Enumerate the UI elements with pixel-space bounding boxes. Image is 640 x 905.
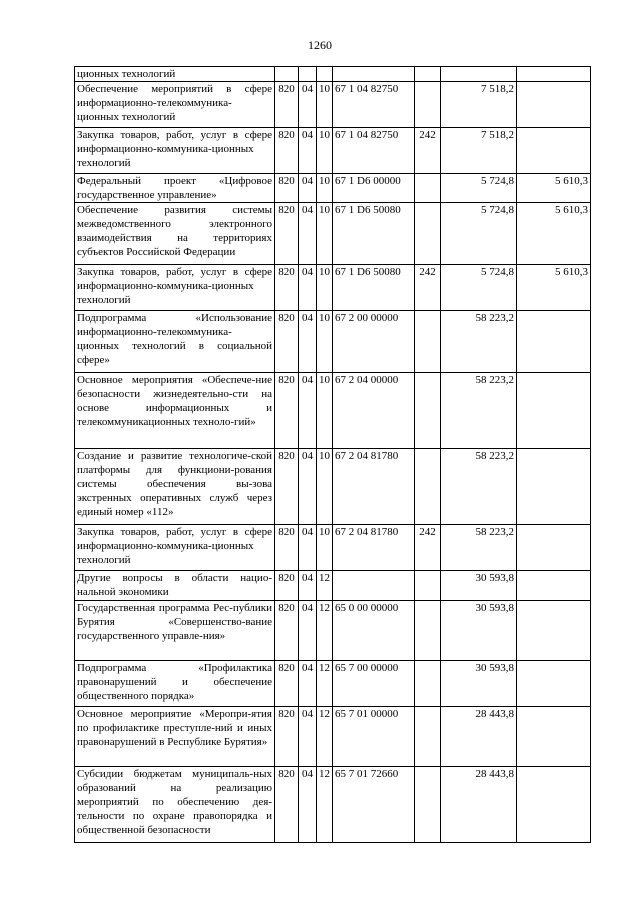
row-name: Другие вопросы в области нацио-нальной экономики	[75, 571, 275, 601]
row-section: 04	[299, 128, 317, 174]
row-target-article: 65 7 01 00000	[333, 707, 415, 767]
row-expense-type	[415, 311, 441, 373]
row-ministry: 820	[275, 203, 299, 265]
table-row	[75, 707, 591, 767]
table-row	[75, 571, 591, 601]
row-sum-total: 28 443,8	[441, 707, 517, 767]
row-sum-total	[441, 67, 517, 82]
row-target-article: 67 2 04 81780	[333, 449, 415, 525]
row-sum-total: 58 223,2	[441, 449, 517, 525]
row-subsection: 10	[317, 449, 333, 525]
row-sum-total: 7 518,2	[441, 82, 517, 128]
row-ministry	[275, 67, 299, 82]
row-subsection: 10	[317, 174, 333, 203]
row-target-article	[333, 67, 415, 82]
table-row	[75, 203, 591, 265]
row-subsection: 10	[317, 128, 333, 174]
row-ministry: 820	[275, 449, 299, 525]
row-name: Государственная программа Рес-публики Бурятия «Совершенство-вание государственного управле-ния»	[75, 601, 275, 661]
row-subsection: 12	[317, 601, 333, 661]
row-expense-type	[415, 707, 441, 767]
row-subsection: 10	[317, 82, 333, 128]
table-row	[75, 67, 591, 82]
row-expense-type	[415, 601, 441, 661]
row-sum-total: 30 593,8	[441, 661, 517, 707]
row-ministry: 820	[275, 128, 299, 174]
row-sum-federal	[517, 82, 591, 128]
table-row	[75, 174, 591, 203]
row-ministry: 820	[275, 767, 299, 843]
row-expense-type	[415, 203, 441, 265]
row-section: 04	[299, 601, 317, 661]
row-sum-total: 58 223,2	[441, 525, 517, 571]
row-target-article: 65 7 01 72660	[333, 767, 415, 843]
row-sum-federal	[517, 373, 591, 449]
row-subsection: 12	[317, 571, 333, 601]
row-name: Закупка товаров, работ, услуг в сфере информационно-коммуника-ционных технологий	[75, 265, 275, 311]
row-ministry: 820	[275, 525, 299, 571]
row-target-article: 67 2 04 81780	[333, 525, 415, 571]
budget-table	[74, 66, 591, 843]
row-target-article: 67 1 04 82750	[333, 128, 415, 174]
row-subsection: 12	[317, 767, 333, 843]
row-ministry: 820	[275, 82, 299, 128]
table-row	[75, 373, 591, 449]
row-sum-federal	[517, 601, 591, 661]
row-subsection: 10	[317, 525, 333, 571]
row-sum-federal	[517, 767, 591, 843]
row-name: Основное мероприятия «Обеспече-ние безопасности жизнедеятельно-сти на основе информационных и телекоммуникационных техноло-гий»	[75, 373, 275, 449]
row-sum-total: 28 443,8	[441, 767, 517, 843]
row-sum-federal	[517, 661, 591, 707]
row-ministry: 820	[275, 311, 299, 373]
row-target-article: 67 2 00 00000	[333, 311, 415, 373]
row-target-article: 67 1 D6 00000	[333, 174, 415, 203]
row-subsection	[317, 67, 333, 82]
row-section: 04	[299, 767, 317, 843]
table-row	[75, 82, 591, 128]
row-section: 04	[299, 265, 317, 311]
row-section: 04	[299, 82, 317, 128]
row-sum-total: 30 593,8	[441, 571, 517, 601]
row-expense-type	[415, 174, 441, 203]
row-sum-federal	[517, 571, 591, 601]
row-ministry: 820	[275, 373, 299, 449]
row-ministry: 820	[275, 661, 299, 707]
row-subsection: 12	[317, 707, 333, 767]
row-section	[299, 67, 317, 82]
row-name: Основное мероприятие «Меропри-ятия по профилактике преступле-ний и иных правонарушений в Республике Бурятия»	[75, 707, 275, 767]
row-target-article: 67 2 04 00000	[333, 373, 415, 449]
row-sum-total: 5 724,8	[441, 265, 517, 311]
row-expense-type: 242	[415, 128, 441, 174]
row-sum-total: 7 518,2	[441, 128, 517, 174]
row-sum-total: 58 223,2	[441, 311, 517, 373]
row-name: Закупка товаров, работ, услуг в сфере информационно-коммуника-ционных технологий	[75, 128, 275, 174]
row-expense-type	[415, 661, 441, 707]
row-expense-type	[415, 571, 441, 601]
row-expense-type: 242	[415, 265, 441, 311]
row-target-article: 65 7 00 00000	[333, 661, 415, 707]
row-sum-federal	[517, 67, 591, 82]
row-ministry: 820	[275, 601, 299, 661]
table-row	[75, 525, 591, 571]
row-target-article	[333, 571, 415, 601]
row-sum-federal	[517, 525, 591, 571]
row-ministry: 820	[275, 571, 299, 601]
row-subsection: 10	[317, 265, 333, 311]
row-sum-federal	[517, 311, 591, 373]
row-sum-federal	[517, 449, 591, 525]
row-expense-type	[415, 373, 441, 449]
row-ministry: 820	[275, 174, 299, 203]
row-name: Федеральный проект «Цифровое государственное управление»	[75, 174, 275, 203]
row-section: 04	[299, 661, 317, 707]
row-name: Обеспечение развития системы межведомственного электронного взаимодействия на территориях субъектов Российской Федерации	[75, 203, 275, 265]
row-section: 04	[299, 571, 317, 601]
row-name: Закупка товаров, работ, услуг в сфере информационно-коммуника-ционных технологий	[75, 525, 275, 571]
table-row	[75, 661, 591, 707]
row-subsection: 12	[317, 661, 333, 707]
row-name: Подпрограмма «Использование информационно-телекоммуника-ционных технологий в социальной сфере»	[75, 311, 275, 373]
row-name: Обеспечение мероприятий в сфере информационно-телекоммуника-ционных технологий	[75, 82, 275, 128]
row-section: 04	[299, 707, 317, 767]
table-row	[75, 601, 591, 661]
row-expense-type	[415, 82, 441, 128]
row-expense-type: 242	[415, 525, 441, 571]
row-sum-federal	[517, 128, 591, 174]
row-section: 04	[299, 174, 317, 203]
row-sum-total: 5 724,8	[441, 203, 517, 265]
row-target-article: 67 1 D6 50080	[333, 265, 415, 311]
row-expense-type	[415, 449, 441, 525]
row-sum-federal	[517, 707, 591, 767]
row-sum-total: 30 593,8	[441, 601, 517, 661]
row-name: Подпрограмма «Профилактика правонарушений и обеспечение общественного порядка»	[75, 661, 275, 707]
row-subsection: 10	[317, 373, 333, 449]
row-section: 04	[299, 525, 317, 571]
table-row	[75, 449, 591, 525]
row-expense-type	[415, 767, 441, 843]
row-ministry: 820	[275, 707, 299, 767]
row-name: Субсидии бюджетам муниципаль-ных образований на реализацию мероприятий по обеспечению дея-тельности по охране правопорядка и общественной безопасности	[75, 767, 275, 843]
row-ministry: 820	[275, 265, 299, 311]
row-section: 04	[299, 311, 317, 373]
row-section: 04	[299, 449, 317, 525]
row-sum-federal: 5 610,3	[517, 174, 591, 203]
row-section: 04	[299, 203, 317, 265]
row-target-article: 67 1 04 82750	[333, 82, 415, 128]
table-row	[75, 767, 591, 843]
row-sum-total: 5 724,8	[441, 174, 517, 203]
row-sum-federal: 5 610,3	[517, 265, 591, 311]
row-subsection: 10	[317, 203, 333, 265]
row-sum-federal: 5 610,3	[517, 203, 591, 265]
row-expense-type	[415, 67, 441, 82]
row-target-article: 67 1 D6 50080	[333, 203, 415, 265]
row-subsection: 10	[317, 311, 333, 373]
row-name: Создание и развитие технологиче-ской платформы для функциони-рования системы обеспечения вы-зова экстренных оперативных служб через единый номер «112»	[75, 449, 275, 525]
page-number: 1260	[308, 38, 332, 52]
table-row	[75, 311, 591, 373]
row-name: ционных технологий	[75, 67, 275, 82]
row-sum-total: 58 223,2	[441, 373, 517, 449]
table-row	[75, 265, 591, 311]
row-target-article: 65 0 00 00000	[333, 601, 415, 661]
table-row	[75, 128, 591, 174]
row-section: 04	[299, 373, 317, 449]
